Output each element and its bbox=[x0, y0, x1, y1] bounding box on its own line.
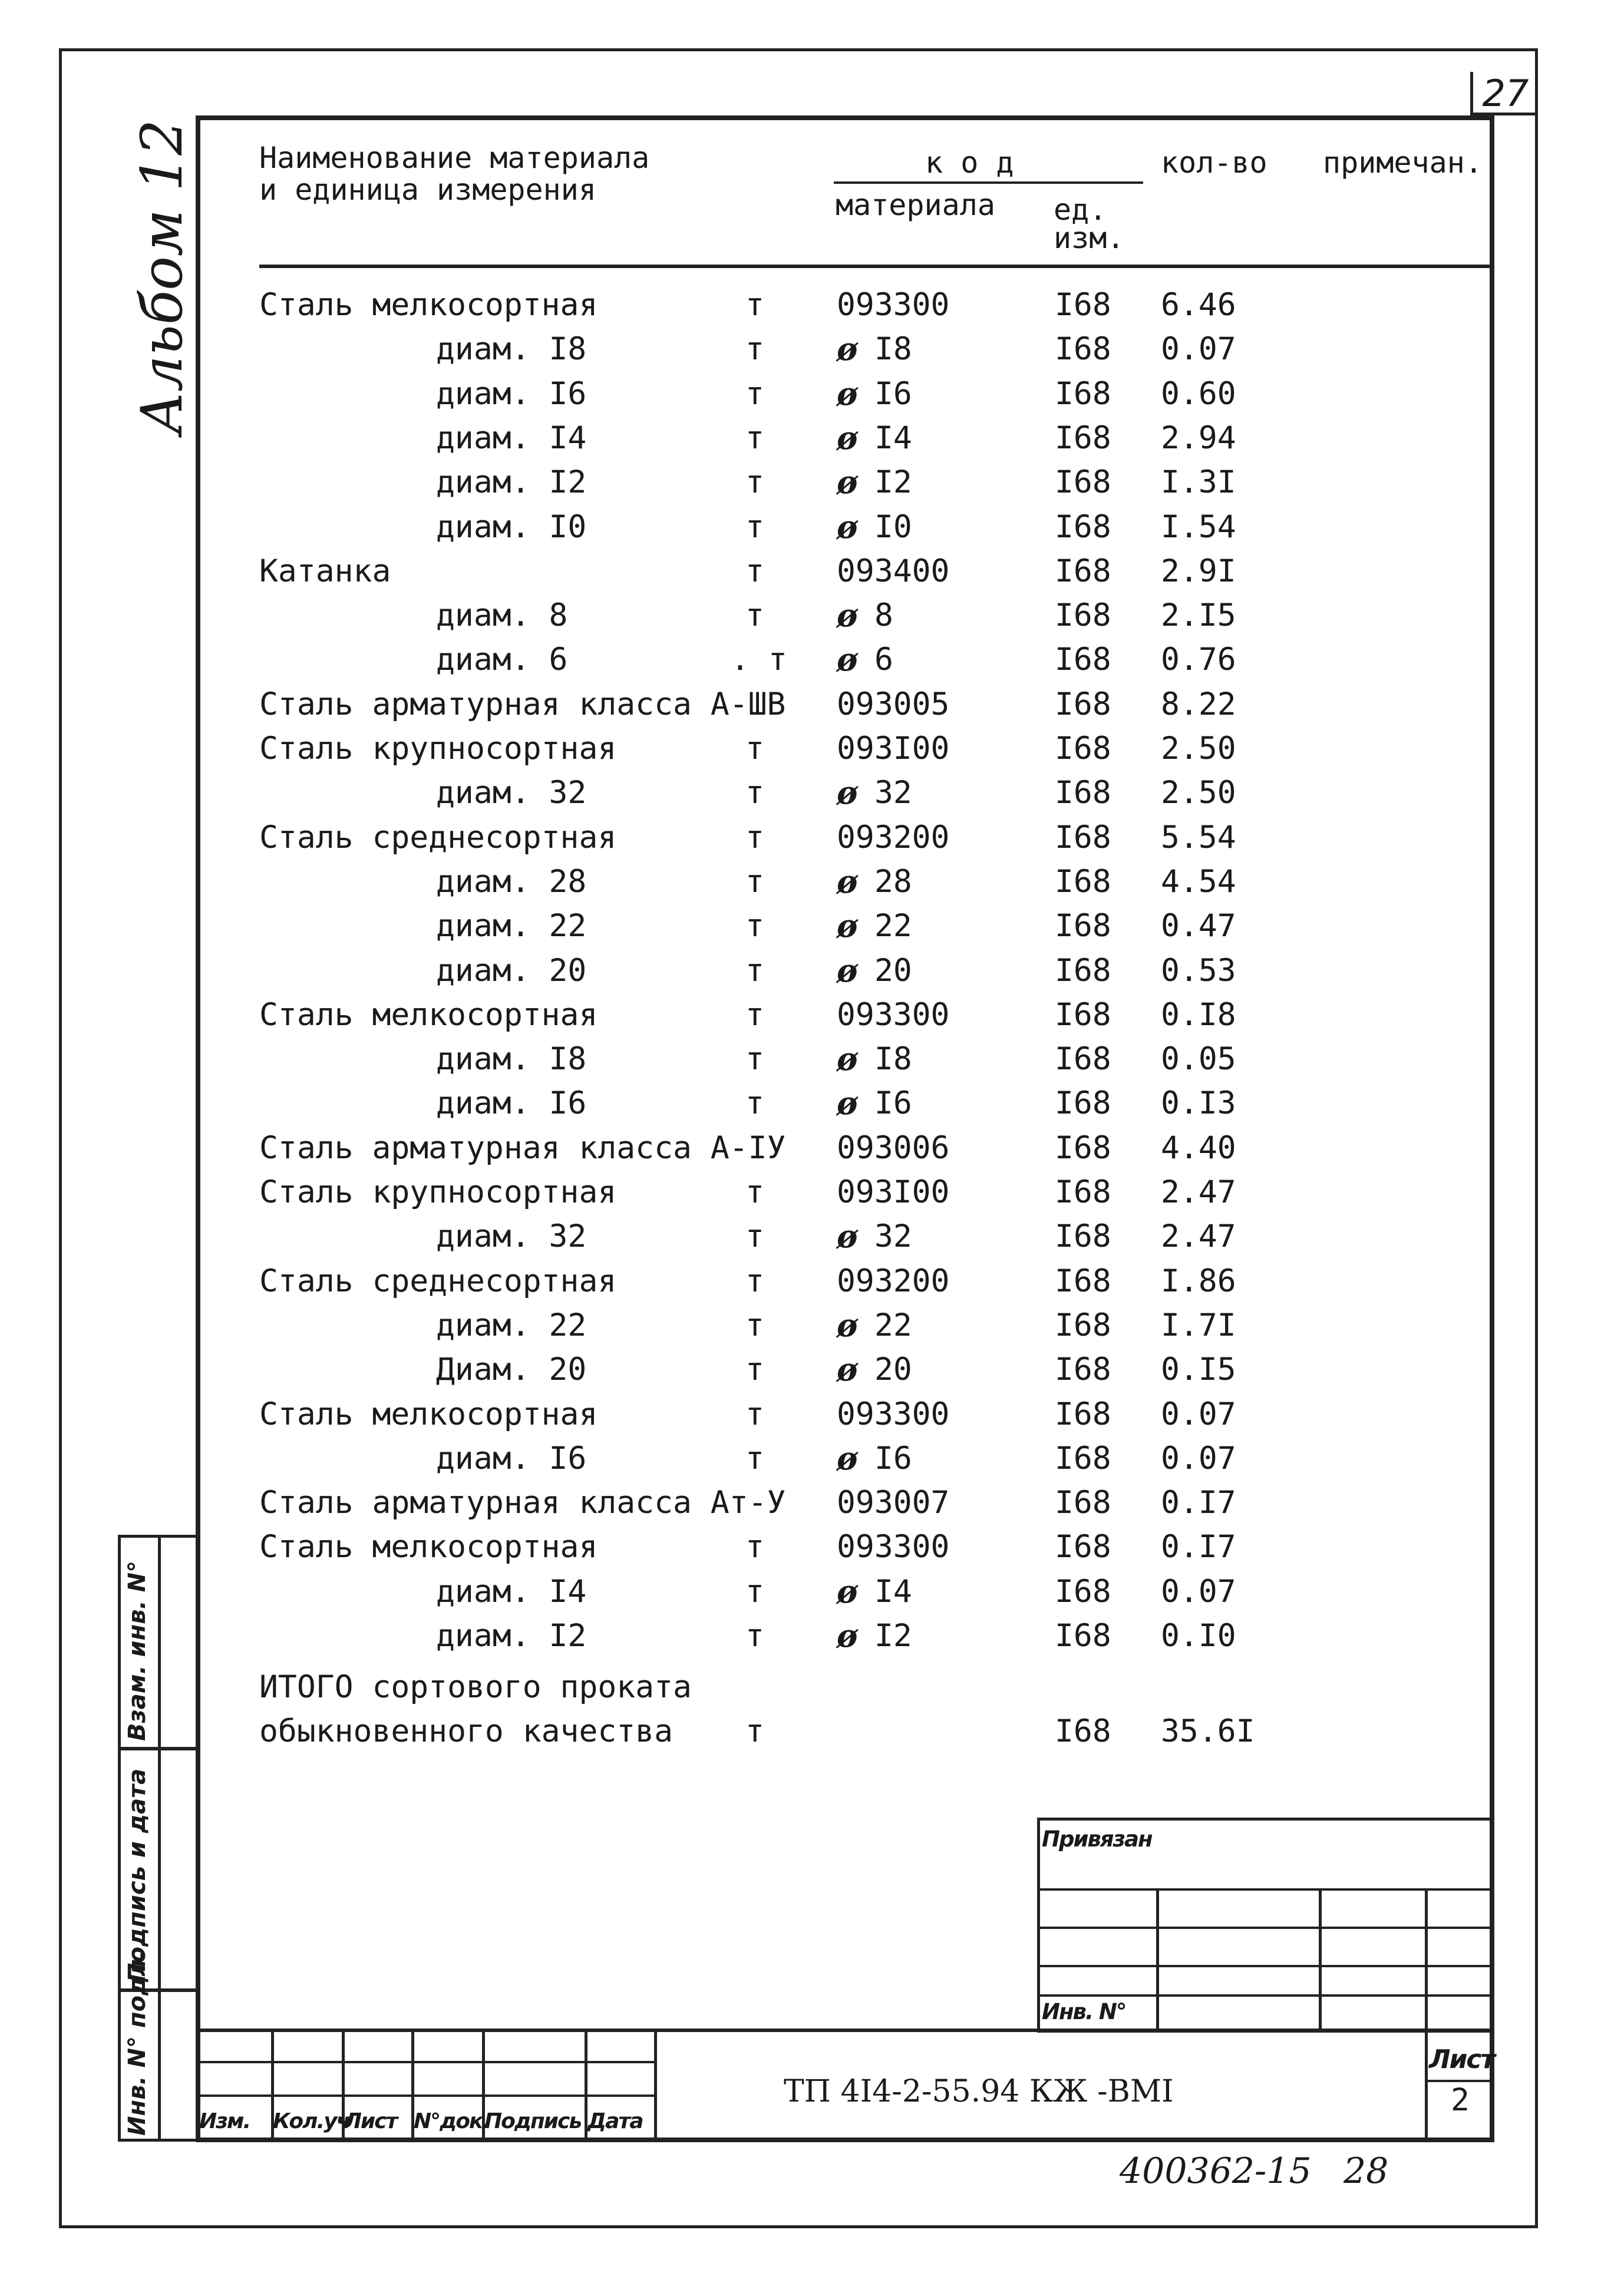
row-t: т bbox=[745, 953, 764, 989]
row-unit: I68 bbox=[1055, 731, 1111, 767]
diameter-symbol: ø bbox=[837, 1041, 858, 1078]
row-name: диам. 8 bbox=[436, 597, 568, 633]
row-code: 32 bbox=[874, 1218, 912, 1254]
diameter-symbol: ø bbox=[837, 1307, 858, 1344]
diameter-symbol: ø bbox=[837, 376, 858, 412]
diameter-symbol: ø bbox=[837, 908, 858, 944]
row-unit: I68 bbox=[1055, 1441, 1111, 1476]
row-t: т bbox=[745, 864, 764, 900]
side-stamp-line bbox=[118, 1747, 200, 1750]
row-code: I2 bbox=[874, 1618, 912, 1654]
diameter-symbol: ø bbox=[837, 420, 858, 457]
row-unit: I68 bbox=[1055, 997, 1111, 1033]
sheet-number: 2 bbox=[1451, 2082, 1470, 2118]
stamp-divider bbox=[1425, 1888, 1428, 2033]
row-code: I6 bbox=[874, 376, 912, 412]
row-name: диам. I6 bbox=[436, 376, 587, 412]
row-unit: I68 bbox=[1055, 420, 1111, 456]
row-unit: I68 bbox=[1055, 1085, 1111, 1121]
row-code: 093300 bbox=[837, 997, 950, 1033]
header-unit-line1: ед. bbox=[1054, 193, 1107, 227]
diameter-symbol: ø bbox=[837, 464, 858, 501]
row-t: т bbox=[745, 731, 764, 767]
row-code: 093300 bbox=[837, 1529, 950, 1565]
row-code: 093I00 bbox=[837, 731, 950, 767]
row-name: Катанка bbox=[259, 553, 391, 589]
row-qty: 0.07 bbox=[1161, 1396, 1236, 1432]
row-name: диам. I4 bbox=[436, 1574, 587, 1610]
row-unit: I68 bbox=[1055, 597, 1111, 633]
row-unit: I68 bbox=[1055, 1574, 1111, 1610]
row-qty: 0.I7 bbox=[1161, 1485, 1236, 1521]
diameter-symbol: ø bbox=[837, 597, 858, 634]
row-t: т bbox=[745, 1307, 764, 1343]
row-code: I6 bbox=[874, 1085, 912, 1121]
row-code: 093007 bbox=[837, 1485, 950, 1521]
total-line2: обыкновенного качества bbox=[259, 1713, 673, 1749]
row-qty: 0.60 bbox=[1161, 376, 1236, 412]
row-t: т bbox=[745, 1085, 764, 1121]
row-name: Сталь мелкосортная bbox=[259, 997, 598, 1033]
row-name: Сталь среднесортная bbox=[259, 820, 617, 855]
total-unit: I68 bbox=[1055, 1713, 1111, 1749]
diameter-symbol: ø bbox=[837, 331, 858, 368]
total-t: т bbox=[745, 1713, 764, 1749]
diameter-symbol: ø bbox=[837, 1352, 858, 1388]
handwritten-page-number: 28 bbox=[1343, 2150, 1389, 2192]
header-separator bbox=[259, 265, 1490, 268]
row-code: 6 bbox=[874, 642, 893, 678]
row-name: Сталь мелкосортная bbox=[259, 287, 598, 323]
diameter-symbol: ø bbox=[837, 1085, 858, 1122]
row-t: т bbox=[745, 1529, 764, 1565]
row-code: 28 bbox=[874, 864, 912, 900]
diameter-symbol: ø bbox=[837, 775, 858, 811]
stamp-divider bbox=[1156, 1888, 1159, 2033]
row-t: т bbox=[745, 331, 764, 367]
row-qty: 4.40 bbox=[1161, 1130, 1236, 1166]
row-qty: 0.I8 bbox=[1161, 997, 1236, 1033]
row-unit: I68 bbox=[1055, 331, 1111, 367]
diameter-symbol: ø bbox=[837, 864, 858, 900]
row-unit: I68 bbox=[1055, 686, 1111, 722]
row-code: 8 bbox=[874, 597, 893, 633]
header-note: примечан. bbox=[1323, 146, 1483, 180]
diameter-symbol: ø bbox=[837, 1574, 858, 1610]
row-unit: I68 bbox=[1055, 775, 1111, 811]
title-block-top bbox=[196, 2029, 1494, 2032]
row-unit: I68 bbox=[1055, 1396, 1111, 1432]
row-t: т bbox=[745, 287, 764, 323]
row-unit: I68 bbox=[1055, 953, 1111, 989]
row-qty: 0.I3 bbox=[1161, 1085, 1236, 1121]
row-name: Диам. 20 bbox=[436, 1352, 587, 1387]
row-t: т bbox=[745, 820, 764, 855]
row-name: Сталь мелкосортная bbox=[259, 1529, 598, 1565]
row-code: 22 bbox=[874, 1307, 912, 1343]
row-name: диам. I6 bbox=[436, 1085, 587, 1121]
row-code: 093200 bbox=[837, 820, 950, 855]
row-qty: 0.07 bbox=[1161, 331, 1236, 367]
row-qty: 2.50 bbox=[1161, 775, 1236, 811]
row-unit: I68 bbox=[1055, 1307, 1111, 1343]
col-kol-uch: Кол.уч bbox=[273, 2109, 350, 2133]
row-name: диам. 32 bbox=[436, 775, 587, 811]
row-qty: I.86 bbox=[1161, 1263, 1236, 1299]
diameter-symbol: ø bbox=[837, 509, 858, 546]
row-name: диам. 28 bbox=[436, 864, 587, 900]
side-stamp-divider bbox=[158, 1535, 161, 2142]
row-t: т bbox=[745, 997, 764, 1033]
row-qty: 0.07 bbox=[1161, 1441, 1236, 1476]
row-unit: I68 bbox=[1055, 509, 1111, 545]
row-name: Сталь среднесортная bbox=[259, 1263, 617, 1299]
row-qty: 2.47 bbox=[1161, 1174, 1236, 1210]
row-qty: 5.54 bbox=[1161, 820, 1236, 855]
diameter-symbol: ø bbox=[837, 1618, 858, 1654]
row-name: Сталь крупносортная bbox=[259, 1174, 617, 1210]
row-name: диам. 22 bbox=[436, 1307, 587, 1343]
row-name: диам. I8 bbox=[436, 331, 587, 367]
row-name: Сталь арматурная класса А-ШВ bbox=[259, 686, 786, 722]
row-qty: 0.I7 bbox=[1161, 1529, 1236, 1565]
row-unit: I68 bbox=[1055, 376, 1111, 412]
total-line1: ИТОГО сортового проката bbox=[259, 1669, 692, 1705]
row-t: т bbox=[745, 420, 764, 456]
row-unit: I68 bbox=[1055, 864, 1111, 900]
stamp-attached-label: Привязан bbox=[1042, 1826, 1152, 1852]
row-t: т bbox=[745, 1174, 764, 1210]
col-list: Лист bbox=[344, 2109, 397, 2133]
row-name: диам. 32 bbox=[436, 1218, 587, 1254]
row-t: т bbox=[745, 509, 764, 545]
row-unit: I68 bbox=[1055, 1263, 1111, 1299]
row-qty: 0.05 bbox=[1161, 1041, 1236, 1077]
row-unit: I68 bbox=[1055, 1618, 1111, 1654]
row-t: т bbox=[745, 1441, 764, 1476]
row-code: 093I00 bbox=[837, 1174, 950, 1210]
row-unit: I68 bbox=[1055, 1485, 1111, 1521]
page-number: 27 bbox=[1470, 72, 1538, 115]
row-unit: I68 bbox=[1055, 553, 1111, 589]
row-unit: I68 bbox=[1055, 1174, 1111, 1210]
side-label-signature-date: Подпись и дата bbox=[124, 1768, 151, 1983]
row-qty: 2.94 bbox=[1161, 420, 1236, 456]
title-block-divider bbox=[654, 2029, 657, 2142]
sheet-label: Лист bbox=[1429, 2044, 1494, 2074]
row-code: 20 bbox=[874, 953, 912, 989]
header-name-line1: Наименование материала bbox=[259, 141, 650, 175]
row-unit: I68 bbox=[1055, 1130, 1111, 1166]
row-t: т bbox=[745, 1352, 764, 1387]
row-qty: I.7I bbox=[1161, 1307, 1236, 1343]
stamp-divider bbox=[1319, 1888, 1322, 2033]
row-name: Сталь крупносортная bbox=[259, 731, 617, 767]
document-code: ТП 4I4-2-55.94 КЖ -ВМI bbox=[784, 2074, 1174, 2109]
row-t: т bbox=[745, 464, 764, 500]
row-name: диам. 6 bbox=[436, 642, 568, 678]
row-qty: 0.76 bbox=[1161, 642, 1236, 678]
row-name: диам. 20 bbox=[436, 953, 587, 989]
row-qty: I.3I bbox=[1161, 464, 1236, 500]
side-label-inv-podl: Инв. N° подл. bbox=[124, 1950, 151, 2136]
row-qty: 0.07 bbox=[1161, 1574, 1236, 1610]
stamp-inv-label: Инв. N° bbox=[1042, 1999, 1126, 2024]
row-unit: I68 bbox=[1055, 464, 1111, 500]
row-qty: 0.I0 bbox=[1161, 1618, 1236, 1654]
row-qty: 6.46 bbox=[1161, 287, 1236, 323]
col-signature: Подпись bbox=[484, 2109, 582, 2133]
diameter-symbol: ø bbox=[837, 1218, 858, 1255]
row-qty: 4.54 bbox=[1161, 864, 1236, 900]
col-izm: Изм. bbox=[199, 2109, 250, 2133]
row-code: I8 bbox=[874, 331, 912, 367]
row-name: диам. I2 bbox=[436, 1618, 587, 1654]
row-code: 093400 bbox=[837, 553, 950, 589]
row-code: 20 bbox=[874, 1352, 912, 1387]
row-code: I4 bbox=[874, 1574, 912, 1610]
row-code: I6 bbox=[874, 1441, 912, 1476]
row-unit: I68 bbox=[1055, 1529, 1111, 1565]
row-qty: 0.I5 bbox=[1161, 1352, 1236, 1387]
title-block-divider bbox=[1425, 2029, 1428, 2142]
row-t: т bbox=[745, 1218, 764, 1254]
header-qty: кол-во bbox=[1161, 146, 1267, 180]
row-code: I2 bbox=[874, 464, 912, 500]
row-code: 093005 bbox=[837, 686, 950, 722]
row-t: т bbox=[745, 1041, 764, 1077]
row-t: т bbox=[745, 597, 764, 633]
row-qty: 2.47 bbox=[1161, 1218, 1236, 1254]
row-qty: 0.47 bbox=[1161, 908, 1236, 944]
row-name: диам. I0 bbox=[436, 509, 587, 545]
total-qty: 35.6I bbox=[1161, 1713, 1255, 1749]
row-code: 093006 bbox=[837, 1130, 950, 1166]
row-t: т bbox=[745, 1618, 764, 1654]
row-unit: I68 bbox=[1055, 908, 1111, 944]
col-doc-no: N°док. bbox=[414, 2109, 490, 2133]
row-t: . т bbox=[731, 642, 787, 678]
row-qty: 2.I5 bbox=[1161, 597, 1236, 633]
row-code: 093300 bbox=[837, 287, 950, 323]
row-t: т bbox=[745, 553, 764, 589]
row-unit: I68 bbox=[1055, 642, 1111, 678]
row-code: I8 bbox=[874, 1041, 912, 1077]
row-t: т bbox=[745, 376, 764, 412]
row-unit: I68 bbox=[1055, 820, 1111, 855]
diameter-symbol: ø bbox=[837, 642, 858, 678]
header-unit-line2: изм. bbox=[1054, 221, 1125, 255]
header-material: материала bbox=[836, 188, 995, 222]
row-name: диам. 22 bbox=[436, 908, 587, 944]
diameter-symbol: ø bbox=[837, 953, 858, 989]
row-name: диам. I6 bbox=[436, 1441, 587, 1476]
row-code: I0 bbox=[874, 509, 912, 545]
row-name: Сталь мелкосортная bbox=[259, 1396, 598, 1432]
row-name: диам. I2 bbox=[436, 464, 587, 500]
row-t: т bbox=[745, 1263, 764, 1299]
row-name: Сталь арматурная класса А-IУ bbox=[259, 1130, 786, 1166]
col-date: Дата bbox=[587, 2109, 643, 2133]
row-code: I4 bbox=[874, 420, 912, 456]
header-code-underline bbox=[834, 181, 1143, 184]
row-code: 22 bbox=[874, 908, 912, 944]
row-code: 093200 bbox=[837, 1263, 950, 1299]
row-unit: I68 bbox=[1055, 1041, 1111, 1077]
row-code: 32 bbox=[874, 775, 912, 811]
side-label-vzam-inv: Взам. инв. N° bbox=[124, 1560, 151, 1741]
header-name-line2: и единица измерения bbox=[259, 173, 596, 207]
row-name: Сталь арматурная класса Ат-У bbox=[259, 1485, 786, 1521]
row-unit: I68 bbox=[1055, 1218, 1111, 1254]
row-t: т bbox=[745, 1396, 764, 1432]
row-name: диам. I4 bbox=[436, 420, 587, 456]
row-code: 093300 bbox=[837, 1396, 950, 1432]
row-name: диам. I8 bbox=[436, 1041, 587, 1077]
handwritten-archive-number: 400362-15 bbox=[1120, 2150, 1312, 2192]
row-t: т bbox=[745, 775, 764, 811]
row-t: т bbox=[745, 1574, 764, 1610]
row-qty: 0.53 bbox=[1161, 953, 1236, 989]
row-qty: 8.22 bbox=[1161, 686, 1236, 722]
album-label: Альбом 12 bbox=[129, 119, 195, 435]
row-t: т bbox=[745, 908, 764, 944]
row-unit: I68 bbox=[1055, 1352, 1111, 1387]
header-code: к о д bbox=[925, 146, 1014, 180]
row-unit: I68 bbox=[1055, 287, 1111, 323]
row-qty: 2.50 bbox=[1161, 731, 1236, 767]
diameter-symbol: ø bbox=[837, 1441, 858, 1477]
row-qty: 2.9I bbox=[1161, 553, 1236, 589]
row-qty: I.54 bbox=[1161, 509, 1236, 545]
